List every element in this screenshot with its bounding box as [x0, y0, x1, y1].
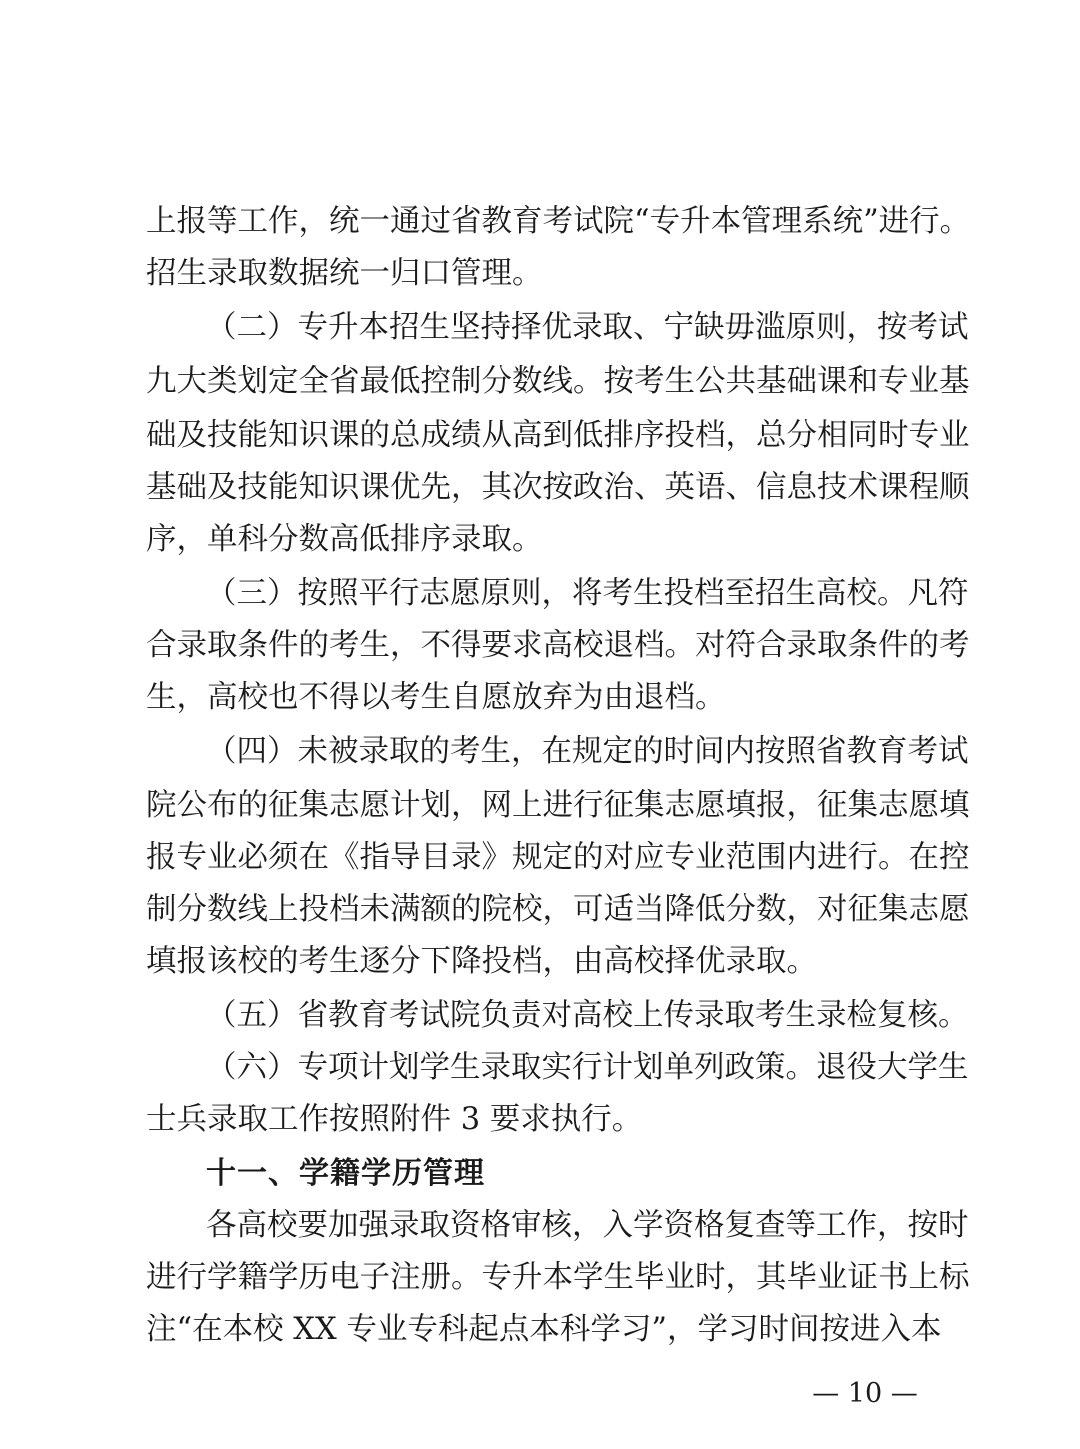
body-text-line: 制分数线上投档未满额的院校，可适当降低分数，对征集志愿 — [146, 892, 970, 927]
body-text-line: 院公布的征集志愿计划，网上进行征集志愿填报，征集志愿填 — [146, 788, 970, 823]
body-text-line: 础及技能知识课的总成绩从高到低排序投档，总分相同时专业 — [146, 418, 970, 453]
body-text-line: 九大类划定全省最低控制分数线。按考生公共基础课和专业基 — [146, 364, 970, 399]
paragraph-6-first-line: （六）专项计划学生录取实行计划单列政策。退役大学生 — [206, 1050, 969, 1085]
paragraph-3-first-line: （三）按照平行志愿原则，将考生投档至招生高校。凡符 — [206, 576, 969, 611]
body-text-line: 生，高校也不得以考生自愿放弃为由退档。 — [146, 680, 726, 715]
body-text-line: 注“在本校 XX 专业专科起点本科学习”，学习时间按进入本 — [146, 1312, 942, 1347]
body-text-line: 填报该校的考生逐分下降投档，由高校择优录取。 — [146, 944, 817, 979]
body-text-line: 进行学籍学历电子注册。专升本学生毕业时，其毕业证书上标 — [146, 1260, 970, 1295]
paragraph-7-first-line: 各高校要加强录取资格审核，入学资格复查等工作，按时 — [206, 1208, 969, 1243]
body-text-line: 合录取条件的考生，不得要求高校退档。对符合录取条件的考 — [146, 628, 970, 663]
paragraph-4-first-line: （四）未被录取的考生，在规定的时间内按照省教育考试 — [206, 734, 969, 769]
page-number: — 10 — — [812, 1378, 918, 1409]
paragraph-5-line: （五）省教育考试院负责对高校上传录取考生录检复核。 — [206, 998, 969, 1033]
paragraph-2-first-line: （二）专升本招生坚持择优录取、宁缺毋滥原则，按考试 — [206, 310, 969, 345]
body-text-line: 序，单科分数高低排序录取。 — [146, 522, 543, 557]
body-text-line: 招生录取数据统一归口管理。 — [146, 256, 543, 291]
body-text-line: 士兵录取工作按照附件 3 要求执行。 — [146, 1102, 643, 1137]
section-heading: 十一、学籍学历管理 — [206, 1156, 485, 1191]
body-text-line: 上报等工作，统一通过省教育考试院“专升本管理系统”进行。 — [146, 204, 971, 239]
body-text-line: 基础及技能知识课优先，其次按政治、英语、信息技术课程顺 — [146, 470, 970, 505]
body-text-line: 报专业必须在《指导目录》规定的对应专业范围内进行。在控 — [146, 840, 970, 875]
